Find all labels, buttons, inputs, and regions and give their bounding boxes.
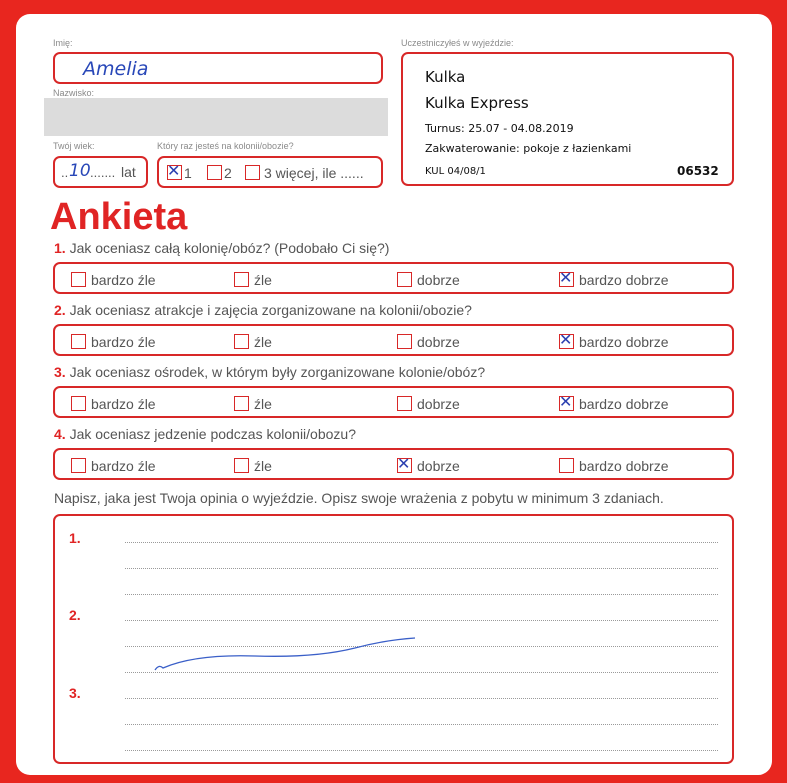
name-value: Amelia xyxy=(83,58,149,80)
checkbox[interactable] xyxy=(397,396,412,411)
checkbox-checked[interactable] xyxy=(559,392,574,412)
cross-mark-icon: ✕ xyxy=(559,268,573,288)
opinion-prompt: Napisz, jaka jest Twoja opinia o wyjeździe. Opisz swoje wrażenia z pobytu w minimum 3 zdaniach. xyxy=(54,490,664,506)
age-field[interactable]: .. 10 ....... lat xyxy=(53,156,148,188)
trip-code: KUL 04/08/1 xyxy=(425,166,486,177)
cross-mark-icon: ✕ xyxy=(559,392,573,412)
checkbox-checked[interactable] xyxy=(397,454,412,474)
age-unit: lat xyxy=(121,164,136,180)
checkbox[interactable] xyxy=(71,272,86,287)
age-label: Twój wiek: xyxy=(53,141,95,151)
name-label: Imię: xyxy=(53,38,73,48)
line-number-2: 2. xyxy=(69,607,81,623)
checkbox[interactable] xyxy=(559,458,574,473)
question-1: 1. Jak oceniasz całą kolonię/obóz? (Podobało Ci się?) xyxy=(54,240,390,256)
name-field[interactable] xyxy=(53,52,383,84)
cross-mark-icon: ✕ xyxy=(397,454,411,474)
question-2-options: bardzo źle źle dobrze ✕ bardzo dobrze xyxy=(53,324,734,356)
trip-info-box xyxy=(401,52,734,186)
form-sheet xyxy=(16,14,772,775)
checkbox-checked[interactable] xyxy=(559,268,574,288)
question-3-options: bardzo źle źle dobrze ✕ bardzo dobrze xyxy=(53,386,734,418)
camp-name: Kulka xyxy=(425,68,466,86)
question-4: 4. Jak oceniasz jedzenie podczas kolonii/obozu? xyxy=(54,426,356,442)
checkbox[interactable] xyxy=(234,272,249,287)
pen-stroke xyxy=(55,516,732,762)
camp-type: Kulka Express xyxy=(425,94,529,112)
page-title: Ankieta xyxy=(50,196,188,238)
opinion-textarea[interactable] xyxy=(53,514,734,764)
times-1-checkbox[interactable] xyxy=(167,161,182,181)
checkbox[interactable] xyxy=(234,396,249,411)
times-field[interactable]: ✕ 1 2 3 więcej, ile ...... xyxy=(157,156,383,188)
checkbox-checked[interactable] xyxy=(559,330,574,350)
form-number: 06532 xyxy=(677,164,719,178)
age-value: 10 xyxy=(69,161,91,181)
question-2: 2. Jak oceniasz atrakcje i zajęcia zorganizowane na kolonii/obozie? xyxy=(54,302,472,318)
surname-label: Nazwisko: xyxy=(53,88,95,98)
times-label: Który raz jesteś na kolonii/obozie? xyxy=(157,141,294,151)
checkbox[interactable] xyxy=(71,334,86,349)
redaction-block xyxy=(44,98,388,136)
line-number-3: 3. xyxy=(69,685,81,701)
checkbox[interactable] xyxy=(397,272,412,287)
checkbox[interactable] xyxy=(71,396,86,411)
checkbox[interactable] xyxy=(397,334,412,349)
turnus: Turnus: 25.07 - 04.08.2019 xyxy=(425,122,574,135)
times-3-checkbox[interactable] xyxy=(245,165,260,180)
line-number-1: 1. xyxy=(69,530,81,546)
times-2-checkbox[interactable] xyxy=(207,165,222,180)
accommodation: Zakwaterowanie: pokoje z łazienkami xyxy=(425,142,632,155)
cross-mark-icon: ✕ xyxy=(559,330,573,350)
trip-label: Uczestniczyłeś w wyjeździe: xyxy=(401,38,514,48)
question-1-options: bardzo źle źle dobrze ✕ bardzo dobrze xyxy=(53,262,734,294)
checkbox[interactable] xyxy=(71,458,86,473)
checkbox[interactable] xyxy=(234,458,249,473)
question-4-options: bardzo źle źle ✕ dobrze bardzo dobrze xyxy=(53,448,734,480)
checkbox[interactable] xyxy=(234,334,249,349)
cross-mark-icon: ✕ xyxy=(167,161,181,181)
question-3: 3. Jak oceniasz ośrodek, w którym były zorganizowane kolonie/obóz? xyxy=(54,364,486,380)
